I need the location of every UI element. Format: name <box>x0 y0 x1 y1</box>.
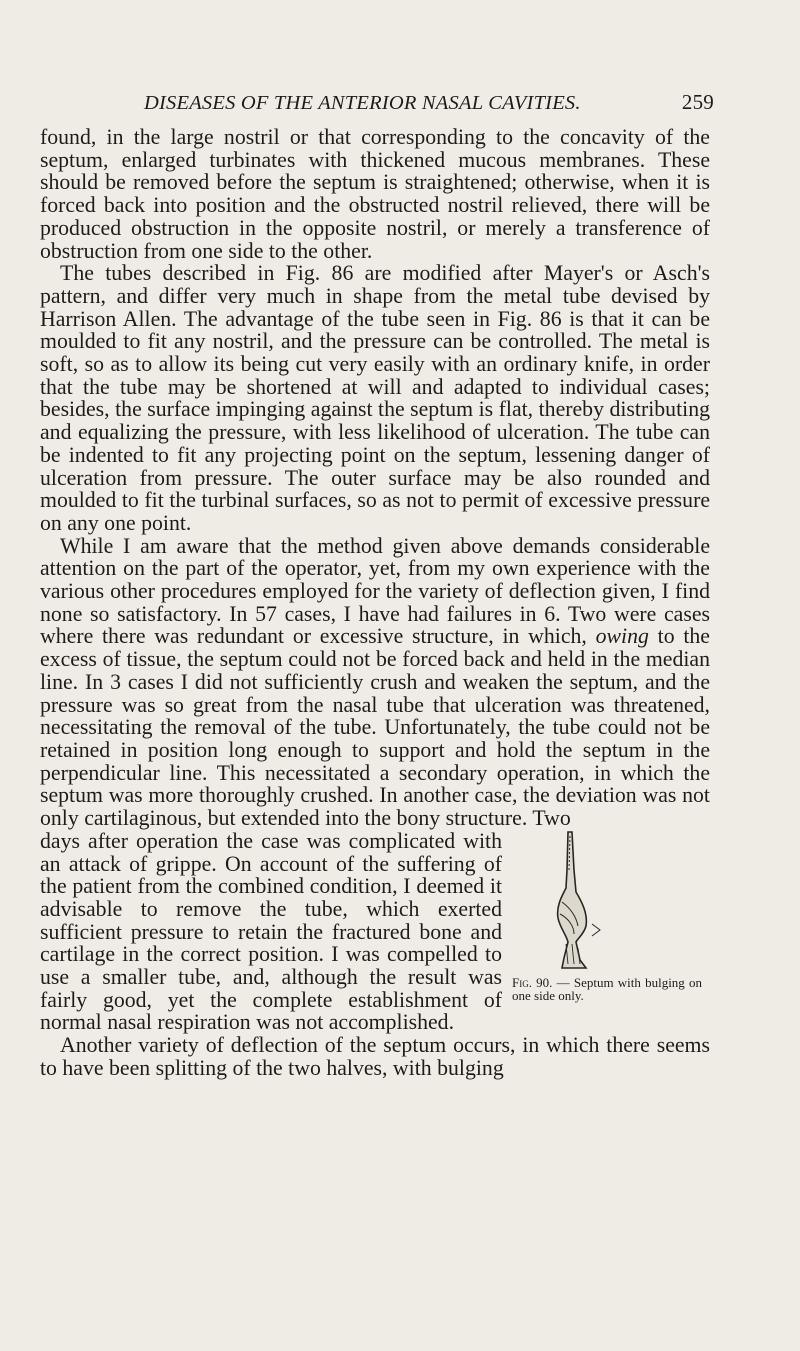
paragraph-tubes: The tubes described in Fig. 86 are modified after Mayer's or Asch's pattern, and differ very much in shape from the metal tube devised by Harrison Allen. The advantage of the tube seen in Fig. 86 is that it can be moulded to fit any nostril, and the pressure can be controlled. The metal is soft, so as to allow its being cut very easily with an ordinary knife, in order that the tube may be shortened at will and adapted to individual cases; besides, the surface impinging against the septum is flat, thereby distributing and equalizing the pressure, with less likelihood of ulceration. The tube can be indented to fit any projecting point on the septum, lessening danger of ulceration from pressure. The outer surface may be also rounded and moulded to fit the turbinal surfaces, so as not to permit of excessive pressure on any one point. <box>40 261 710 535</box>
septum-illustration <box>532 830 612 970</box>
figure-caption <box>512 976 702 1002</box>
paragraph-method-text-a: While I am aware that the method given above demands considerable attention on the part of the operator, yet, from my own experience with the various other procedures employed for the variety of deflection given, I find none so satisfactory. In 57 cases, I have had failures in 6. Two were cases where there was redundant or excessive structure, in which, <box>40 533 710 649</box>
paragraph-continued: found, in the large nostril or that corresponding to the concavity of the septum, enlarged turbinates with thickened mucous membranes. These should be removed before the septum is straightened; otherwise, when it is forced back into position and the obstructed nostril relieved, there will be produced obstruction in the opposite nostril, or merely a transference of obstruction from one side to the other. <box>40 125 710 263</box>
running-title: DISEASES OF THE ANTERIOR NASAL CAVITIES. <box>144 92 581 114</box>
figure-label: Fig. 90. <box>512 974 553 990</box>
paragraph-another-variety: Another variety of deflection of the septum occurs, in which there seems to have been splitting of the two halves, with bulging <box>40 1033 710 1080</box>
figure-90 <box>512 830 712 1002</box>
paragraph-grippe: days after operation the case was complicated with an attack of grippe. On account of the suffering of the patient from the combined condition, I deemed it advisable to remove the tube, which exerted sufficient pressure to retain the fractured bone and cartilage in the correct position. I was compelled to use a smaller tube, and, although the result was fairly good, yet the complete establishment of normal nasal respiration was not accomplished. <box>40 828 502 1035</box>
page-number: 259 <box>681 90 714 114</box>
page-body <box>40 126 710 1080</box>
paragraph-method <box>40 535 710 830</box>
running-header <box>144 90 714 115</box>
paragraph-method-text-b: to the excess of tissue, the septum could not be forced back and held in the median line. In 3 cases I did not sufficiently crush and weaken the septum, and the pressure was so great from the nasal tube that ulceration was threatened, necessitating the removal of the tube. Unfortunately, the tube could not be retained in position long enough to support and hold the septum in the perpendicular line. This necessitated a secondary operation, in which the septum was more thoroughly crushed. In another case, the deviation was not only cartilaginous, but extended into the bony structure. Two <box>40 624 710 831</box>
figure-wrap-area <box>40 830 710 1034</box>
italic-owing: owing <box>595 624 649 649</box>
figure-caption-text: — Septum with bulging on one side only. <box>512 974 703 1003</box>
